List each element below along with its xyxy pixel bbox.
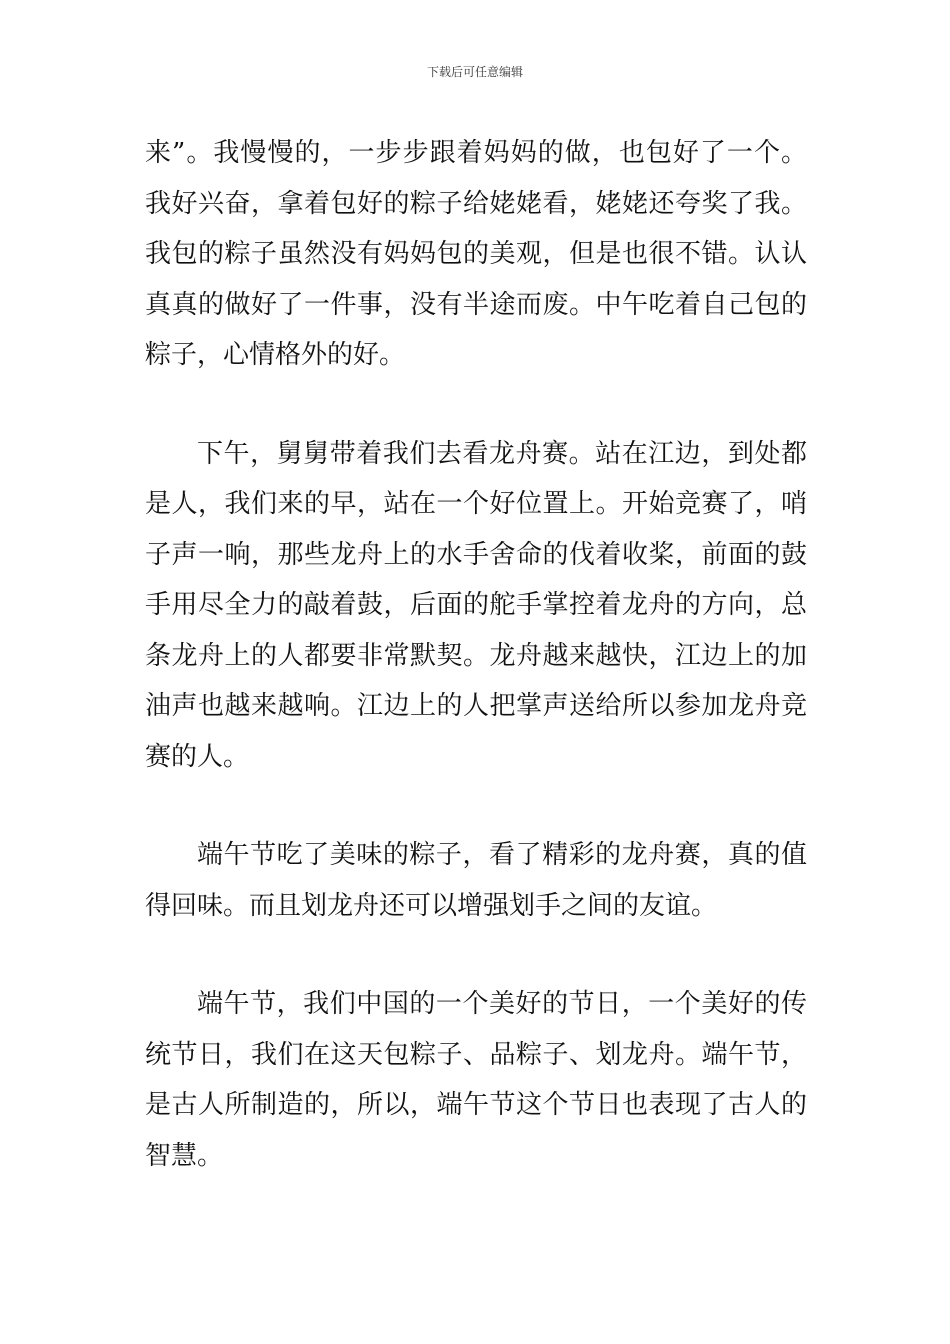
paragraph-2: 下午，舅舅带着我们去看龙舟赛。站在江边，到处都是人，我们来的早，站在一个好位置上。开始竞赛了，哨子声一响，那些龙舟上的水手舍命的伐着收桨，前面的鼓手用尽全力的敲着鼓，后面的舵手掌控着龙舟的方向，总条龙舟上的人都要非常默契。龙舟越来越快，江边上的加油声也越来越响。江边上的人把掌声送给所以参加龙舟竞赛的人。 <box>145 438 807 772</box>
document-body <box>145 128 807 1181</box>
page-header: 下载后可任意编辑 <box>426 65 523 79</box>
paragraph-1: 来”。我慢慢的，一步步跟着妈妈的做，也包好了一个。我好兴奋，拿着包好的粽子给姥姥看，姥姥还夸奖了我。我包的粽子虽然没有妈妈包的美观，但是也很不错。认认真真的做好了一件事，没有半途而废。中午吃着自己包的粽子，心情格外的好。 <box>145 138 807 370</box>
paragraph-3: 端午节吃了美味的粽子，看了精彩的龙舟赛，真的值得回味。而且划龙舟还可以增强划手之间的友谊。 <box>145 840 807 921</box>
paragraph-4: 端午节，我们中国的一个美好的节日，一个美好的传统节日，我们在这天包粽子、品粽子、划龙舟。端午节，是古人所制造的，所以，端午节这个节日也表现了古人的智慧。 <box>145 989 807 1171</box>
